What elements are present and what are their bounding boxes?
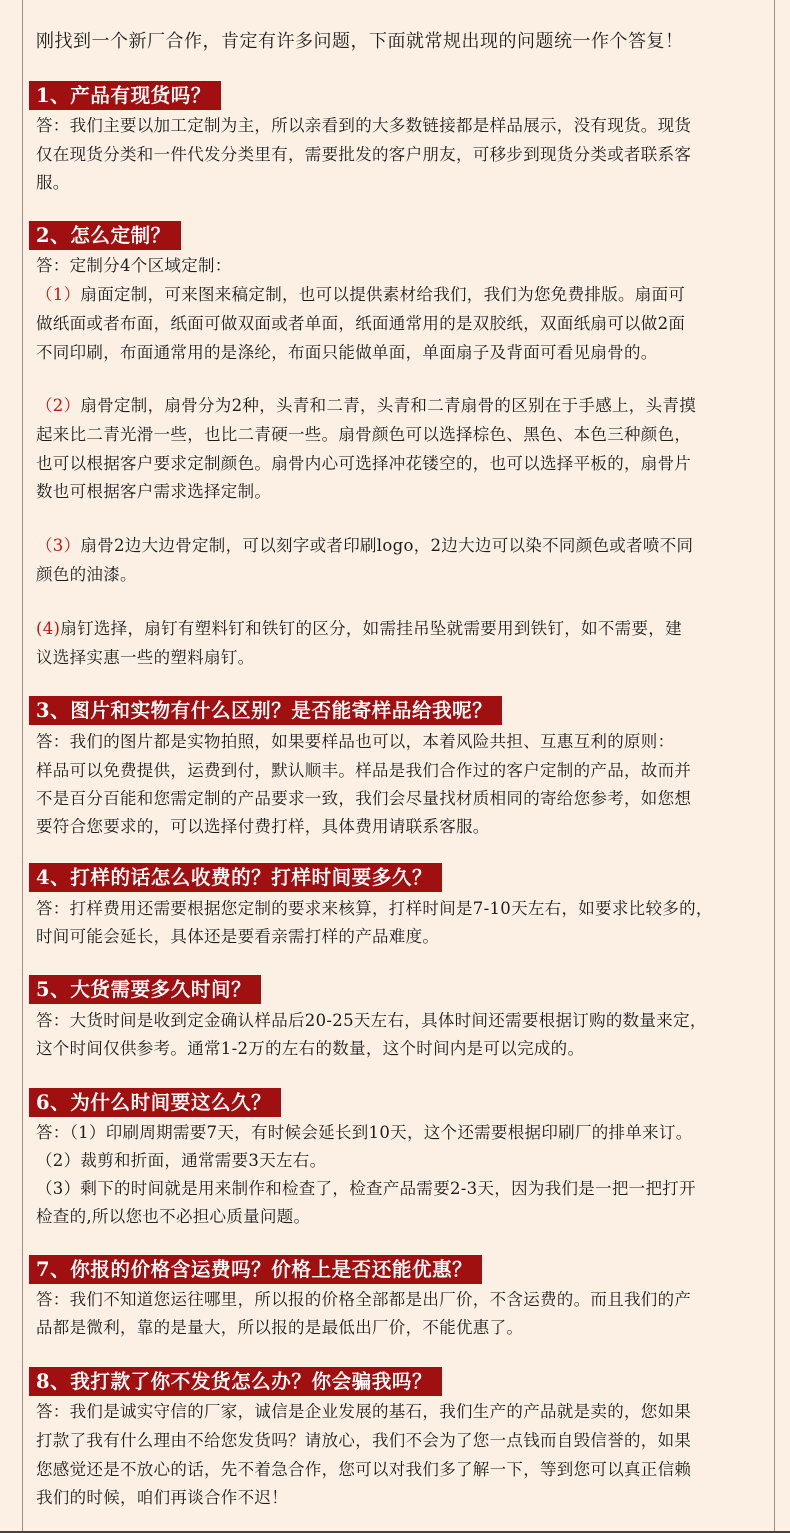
s2-item-2-line-3: 也可以根据客户要求定制颜色。扇骨内心可选择冲花镂空的，也可以选择平板的，扇骨片 xyxy=(36,454,692,473)
s1-line-2: 仅在现货分类和一件代发分类里有，需要批发的客户朋友，可移步到现货分类或者联系客 xyxy=(36,145,692,164)
s2-item-3-text: 扇骨2边大边骨定制，可以刻字或者印刷logo，2边大边可以染不同颜色或者喷不同 xyxy=(80,536,694,555)
s6-line-3: （3）剩下的时间就是用来制作和检查了，检查产品需要2-3天，因为我们是一把一把打开 xyxy=(36,1179,696,1198)
section-8-title: 8、我打款了你不发货怎么办？你会骗我吗？ xyxy=(29,1367,442,1396)
s8-line-2: 打款了我有什么理由不给您发货吗？请放心，我们不会为了您一点钱而自毁信誉的，如果 xyxy=(36,1431,692,1450)
s8-line-4: 我们的时候，咱们再谈合作不迟！ xyxy=(36,1488,288,1507)
s6-line-2: （2）裁剪和折面，通常需要3天左右。 xyxy=(36,1151,327,1170)
section-6-title: 6、为什么时间要这么久？ xyxy=(29,1088,281,1117)
s2-marker-3: （3） xyxy=(36,536,81,555)
s3-line-2: 样品可以免费提供，运费到付，默认顺丰。样品是我们合作过的客户定制的产品，故而并 xyxy=(36,761,692,780)
section-7-title: 7、你报的价格含运费吗？价格上是否还能优惠？ xyxy=(29,1255,482,1284)
s8-line-1: 答：我们是诚实守信的厂家，诚信是企业发展的基石，我们生产的产品就是卖的，您如果 xyxy=(36,1402,692,1421)
s2-item-3-line-2: 颜色的油漆。 xyxy=(36,565,137,584)
section-5-title: 5、大货需要多久时间？ xyxy=(29,975,261,1004)
s8-line-3: 您感觉还是不放心的话，先不着急合作，您可以对我们多了解一下，等到您可以真正信赖 xyxy=(36,1460,692,1479)
s5-line-1: 答：大货时间是收到定金确认样品后20-25天左右，具体时间还需要根据订购的数量来定， xyxy=(36,1011,707,1030)
s2-item-4-line-1 xyxy=(36,618,776,640)
intro-text: 刚找到一个新厂合作，肯定有许多问题，下面就常规出现的问题统一作个答复！ xyxy=(36,31,684,52)
left-border xyxy=(22,0,23,1533)
s2-marker-2: （2） xyxy=(36,396,81,415)
s3-line-4: 要符合您要求的，可以选择付费打样，具体费用请联系客服。 xyxy=(36,817,490,836)
s1-line-1: 答：我们主要以加工定制为主，所以亲看到的大多数链接都是样品展示，没有现货。现货 xyxy=(36,116,692,135)
s2-item-1-line-1 xyxy=(36,284,776,306)
section-2-title: 2、怎么定制？ xyxy=(29,221,181,250)
section-1-title: 1、产品有现货吗？ xyxy=(29,81,221,110)
s3-line-1: 答：我们的图片都是实物拍照，如果要样品也可以，本着风险共担、互惠互利的原则： xyxy=(36,732,675,751)
s2-item-1-line-3: 不同印刷，布面通常用的是涤纶，布面只能做单面，单面扇子及背面可看见扇骨的。 xyxy=(36,343,658,362)
s2-line-1: 答：定制分4个区域定制： xyxy=(36,256,232,275)
section-4-title: 4、打样的话怎么收费的？打样时间要多久？ xyxy=(29,863,442,892)
section-3-title: 3、图片和实物有什么区别？是否能寄样品给我呢？ xyxy=(29,696,502,725)
s2-item-1-text: 扇面定制，可来图来稿定制，也可以提供素材给我们，我们为您免费排版。扇面可 xyxy=(80,285,686,304)
s7-line-2: 品都是微利，靠的是量大，所以报的是最低出厂价，不能优惠了。 xyxy=(36,1318,524,1337)
s6-line-4: 检查的,所以您也不必担心质量问题。 xyxy=(36,1207,311,1226)
s2-item-2-line-2: 起来比二青光滑一些，也比二青硬一些。扇骨颜色可以选择棕色、黑色、本色三种颜色， xyxy=(36,425,692,444)
s6-line-1: 答：（1）印刷周期需要7天，有时候会延长到10天，这个还需要根据印刷厂的排单来订。 xyxy=(36,1123,693,1142)
s2-item-3-line-1 xyxy=(36,535,776,557)
s2-item-4-line-2: 议选择实惠一些的塑料扇钉。 xyxy=(36,648,255,667)
s3-line-3: 不是百分百能和您需定制的产品要求一致，我们会尽量找材质相同的寄给您参考，如您想 xyxy=(36,789,692,808)
s2-marker-4: (4) xyxy=(36,619,61,638)
s5-line-2: 这个时间仅供参考。通常1-2万的左右的数量，这个时间内是可以完成的。 xyxy=(36,1039,585,1058)
s7-line-1: 答：我们不知道您运往哪里，所以报的价格全部都是出厂价，不含运费的。而且我们的产 xyxy=(36,1290,692,1309)
s2-item-2-line-1 xyxy=(36,395,776,417)
s1-line-3: 服。 xyxy=(36,173,70,192)
s4-line-1: 答：打样费用还需要根据您定制的要求来核算，打样时间是7-10天左右，如要求比较多的， xyxy=(36,899,713,918)
s4-line-2: 时间可能会延长，具体还是要看亲需打样的产品难度。 xyxy=(36,927,440,946)
s2-marker-1: （1） xyxy=(36,285,81,304)
s2-item-1-line-2: 做纸面或者布面，纸面可做双面或者单面，纸面通常用的是双胶纸，双面纸扇可以做2面 xyxy=(36,314,686,333)
s2-item-2-text: 扇骨定制，扇骨分为2种，头青和二青，头青和二青扇骨的区别在于手感上，头青摸 xyxy=(80,396,697,415)
s2-item-2-line-4: 数也可根据客户需求选择定制。 xyxy=(36,482,272,501)
s2-item-4-text: 扇钉选择，扇钉有塑料钉和铁钉的区分，如需挂吊坠就需要用到铁钉，如不需要，建 xyxy=(60,619,682,638)
